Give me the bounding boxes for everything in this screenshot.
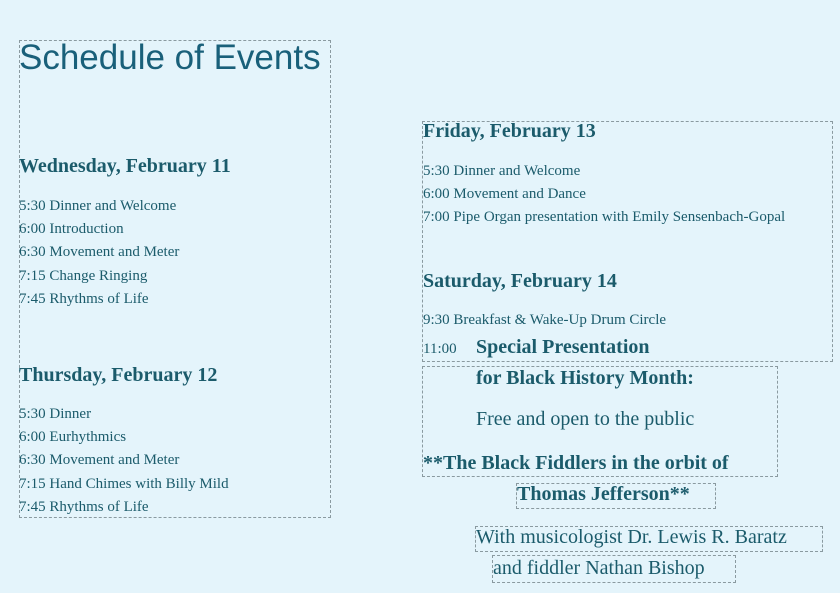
free-text: Free and open to the public bbox=[476, 408, 695, 430]
special-presentation-line1: Special Presentation bbox=[476, 336, 650, 358]
thursday-heading: Thursday, February 12 bbox=[19, 364, 218, 386]
saturday-item: 9:30 Breakfast & Wake-Up Drum Circle bbox=[423, 312, 667, 328]
wednesday-item: 6:00 Introduction bbox=[19, 221, 124, 237]
friday-item: 6:00 Movement and Dance bbox=[423, 186, 586, 202]
thursday-item: 6:00 Eurhythmics bbox=[19, 429, 127, 445]
friday-item: 5:30 Dinner and Welcome bbox=[423, 163, 581, 179]
wednesday-item: 5:30 Dinner and Welcome bbox=[19, 198, 177, 214]
thursday-item: 6:30 Movement and Meter bbox=[19, 452, 180, 468]
wednesday-item: 7:15 Change Ringing bbox=[19, 268, 148, 284]
friday-heading: Friday, February 13 bbox=[423, 120, 596, 142]
friday-item: 7:00 Pipe Organ presentation with Emily Sensenbach-Gopal bbox=[423, 209, 786, 225]
saturday-heading: Saturday, February 14 bbox=[423, 270, 617, 292]
wednesday-item: 7:45 Rhythms of Life bbox=[19, 291, 149, 307]
page-title: Schedule of Events bbox=[19, 38, 321, 77]
fiddlers-line2: Thomas Jefferson** bbox=[517, 483, 690, 505]
wednesday-item: 6:30 Movement and Meter bbox=[19, 244, 180, 260]
musicologist-line: With musicologist Dr. Lewis R. Baratz bbox=[476, 526, 787, 548]
saturday-time-1100: 11:00 bbox=[423, 341, 457, 357]
fiddlers-line1: **The Black Fiddlers in the orbit of bbox=[423, 452, 729, 474]
thursday-item: 5:30 Dinner bbox=[19, 406, 92, 422]
wednesday-heading: Wednesday, February 11 bbox=[19, 155, 231, 177]
thursday-item: 7:15 Hand Chimes with Billy Mild bbox=[19, 476, 229, 492]
fiddler-line: and fiddler Nathan Bishop bbox=[493, 557, 705, 579]
special-presentation-line2: for Black History Month: bbox=[476, 367, 694, 389]
thursday-item: 7:45 Rhythms of Life bbox=[19, 499, 149, 515]
